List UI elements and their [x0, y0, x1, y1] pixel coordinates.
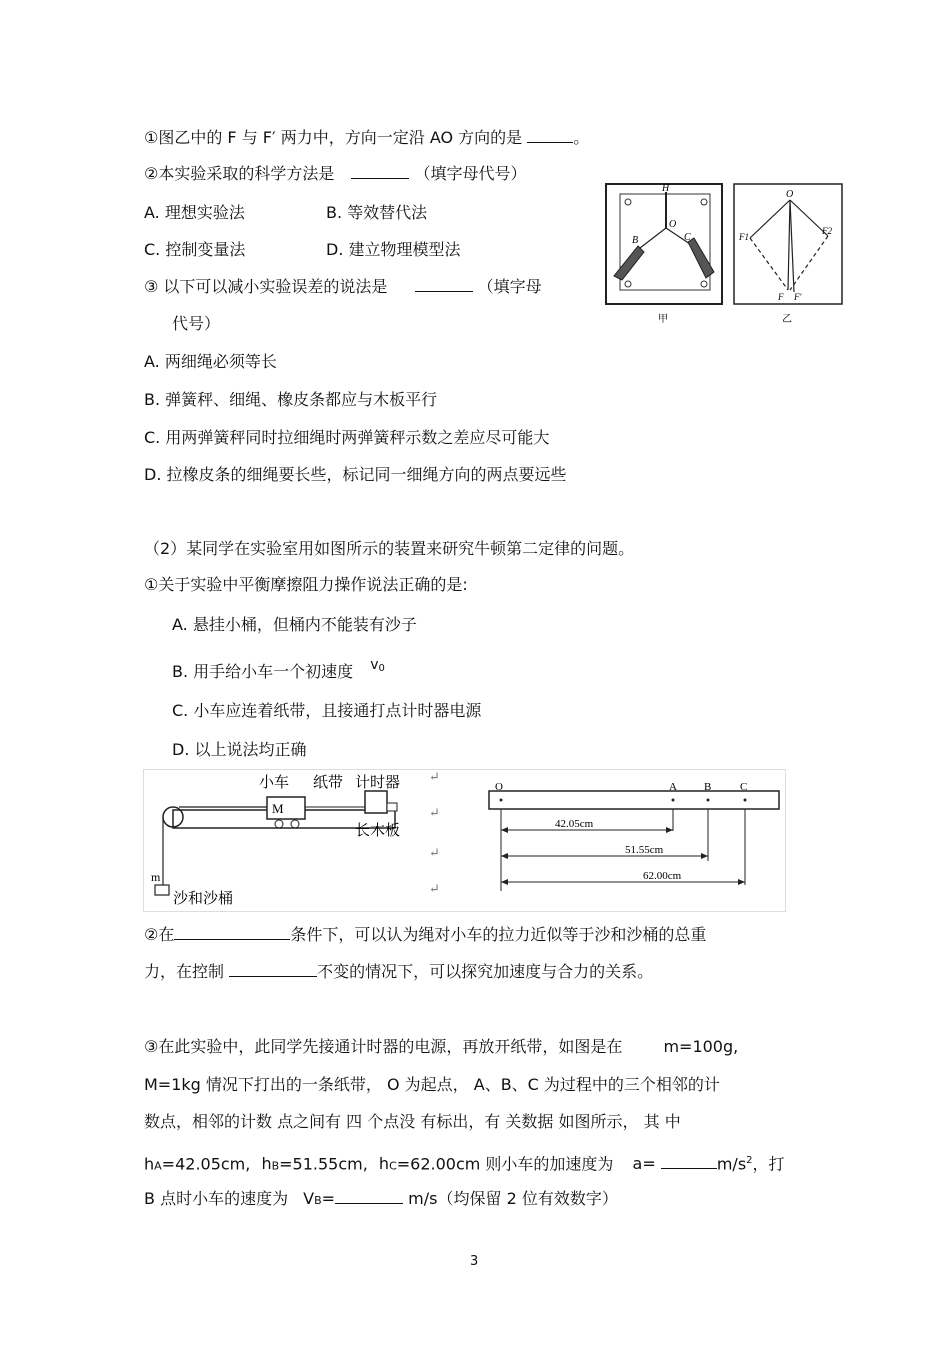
label-car: 小车 [259, 775, 290, 791]
q2-item2-blank1[interactable] [174, 925, 290, 940]
q2-option-d: D. 以上说法均正确 [172, 740, 307, 759]
hb-value: =51.55cm, [279, 1154, 368, 1174]
label-b: B [632, 235, 639, 246]
q2-item2-line2 [144, 962, 653, 982]
label-tape: 纸带 [313, 775, 344, 791]
hc-subscript: C [389, 1159, 397, 1173]
label-point-o: O [495, 781, 503, 793]
label-f: F [778, 292, 784, 302]
q2-item2-blank2[interactable] [229, 962, 317, 977]
ha-symbol: h [144, 1154, 155, 1174]
q1-item2-option-c: C. 控制变量法 [144, 240, 246, 259]
point-c [744, 799, 747, 802]
q1-item2-option-a: A. 理想实验法 [144, 203, 245, 222]
hb-symbol: h [261, 1154, 272, 1174]
caption-left: 甲 [658, 314, 668, 325]
label-h: H [662, 183, 670, 194]
vb-unit: m/s [408, 1189, 438, 1208]
q1-item3-text: ③ 以下可以减小实验误差的说法是 [144, 277, 388, 296]
q2-item3-l1a: ③在此实验中，此同学先接通计时器的电源，再放开纸带，如图是在 [144, 1037, 623, 1056]
q2-item2-d: 不变的情况下，可以探究加速度与合力的关系。 [317, 962, 654, 981]
label-c: C [684, 232, 691, 243]
q2-option-c: C. 小车应连着纸带，且接通打点计时器电源 [172, 701, 482, 720]
svg-text:↵: ↵ [429, 805, 440, 820]
q1-item3-option-c: C. 用两弹簧秤同时拉细绳时两弹簧秤示数之差应尽可能大 [144, 428, 550, 447]
q2-option-b-text: B. 用手给小车一个初速度 [172, 662, 354, 681]
label-o-right: O [786, 189, 794, 200]
svg-text:↵: ↵ [429, 881, 440, 896]
vb-blank[interactable] [335, 1189, 403, 1204]
q1-item3 [144, 277, 542, 297]
ha-subscript: A [154, 1159, 162, 1173]
q2-item2-b: 条件下，可以认为绳对小车的拉力近似等于沙和沙桶的总重 [290, 925, 707, 944]
point-b [707, 799, 710, 802]
q1-item3-option-d: D. 拉橡皮条的细绳要长些，标记同一细绳方向的两点要远些 [144, 465, 567, 484]
hb-subscript: B [271, 1159, 280, 1173]
q2-item3-line1 [144, 1037, 738, 1057]
label-point-b: B [704, 781, 712, 793]
svg-text:↵: ↵ [429, 769, 440, 784]
bucket [155, 885, 169, 895]
label-board: 长木板 [355, 823, 401, 839]
q1-item2-text: ②本实验采取的科学方法是 [144, 164, 335, 183]
point-o [500, 799, 503, 802]
label-point-c: C [740, 781, 748, 793]
q2-item1: ①关于实验中平衡摩擦阻力操作说法正确的是: [144, 575, 468, 594]
tape-end [387, 803, 397, 811]
q2-item2-a: ②在 [144, 925, 175, 944]
label-dist-ob: 51.55cm [625, 844, 664, 856]
label-cart-m: M [272, 801, 284, 816]
hc-value: =62.00cm 则小车的加速度为 [396, 1154, 614, 1174]
q2-item3-l1b: m=100g, [663, 1037, 739, 1056]
q2-option-b-sub: 0 [378, 663, 385, 674]
svg-text:↵: ↵ [429, 845, 440, 860]
q1-item3-hint2: 代号） [172, 314, 221, 333]
q1-item2-blank[interactable] [351, 164, 409, 179]
label-small-m: m [151, 870, 161, 884]
q1-item3-option-a: A. 两细绳必须等长 [144, 352, 277, 371]
q1-item2-hint: （填字母代号） [414, 164, 527, 183]
q1-item2-option-d: D. 建立物理模型法 [326, 240, 461, 259]
vb-tail: （均保留 2 位有效数字） [437, 1189, 618, 1208]
vb-equals: = [321, 1189, 336, 1208]
accel-blank[interactable] [661, 1154, 717, 1169]
q1-item3-option-b: B. 弹簧秤、细绳、橡皮条都应与木板平行 [144, 390, 438, 409]
vb-subscript: B [314, 1194, 322, 1207]
q2-option-b-var: v [370, 657, 379, 673]
ha-value: =42.05cm, [161, 1154, 251, 1174]
vb-symbol: V [303, 1189, 315, 1208]
hc-symbol: h [378, 1154, 390, 1174]
apparatus-figure [143, 769, 786, 912]
q2-item2-line1 [144, 925, 706, 945]
page-number: 3 [470, 1254, 479, 1269]
q2-item3-line3: 数点，相邻的计数 点之间有 四 个点没 有标出，有 关数据 如图所示， 其 中 [144, 1112, 681, 1131]
q1-item3-hint: （填字母 [477, 277, 542, 296]
q2-item3-line5 [144, 1189, 618, 1211]
q1-item1-end: 。 [573, 128, 590, 147]
q1-item1-text: ①图乙中的 F 与 F′ 两力中，方向一定沿 AO 方向的是 [144, 128, 523, 147]
q2-item3-line4 [144, 1151, 785, 1176]
label-f1: F1 [739, 232, 749, 242]
q1-item2 [144, 164, 527, 184]
label-f2: F2 [822, 226, 832, 236]
q1-item1-blank[interactable] [527, 128, 573, 143]
q1-item1 [144, 128, 589, 148]
caption-right: 乙 [782, 314, 792, 325]
label-bucket: 沙和沙桶 [173, 891, 234, 907]
line4-tail: ，打 [752, 1154, 785, 1174]
force-figure [600, 180, 846, 330]
q1-item2-option-b: B. 等效替代法 [326, 203, 428, 222]
q2-intro: （2）某同学在实验室用如图所示的装置来研究牛顿第二定律的问题。 [144, 539, 635, 558]
label-point-a: A [669, 781, 677, 793]
label-o-left: O [669, 219, 677, 230]
vb-prefix: B 点时小车的速度为 [144, 1189, 289, 1208]
timer [365, 791, 387, 813]
point-a [672, 799, 675, 802]
q2-option-b [172, 657, 385, 685]
q2-item2-c: 力，在控制 [144, 962, 225, 981]
accel-unit-sup: 2 [746, 1155, 753, 1166]
label-dist-oc: 62.00cm [643, 870, 682, 882]
label-dist-oa: 42.05cm [555, 818, 594, 830]
q2-item3-line2: M=1kg 情况下打出的一条纸带， O 为起点， A、B、C 为过程中的三个相邻的计 [144, 1075, 720, 1094]
accel-unit: m/s [716, 1154, 747, 1174]
accel-label: a= [632, 1154, 656, 1174]
q2-option-a: A. 悬挂小桶，但桶内不能装有沙子 [172, 615, 417, 634]
q1-item3-blank[interactable] [415, 277, 473, 292]
label-f-prime: F′ [794, 292, 802, 302]
label-timer: 计时器 [355, 775, 401, 791]
